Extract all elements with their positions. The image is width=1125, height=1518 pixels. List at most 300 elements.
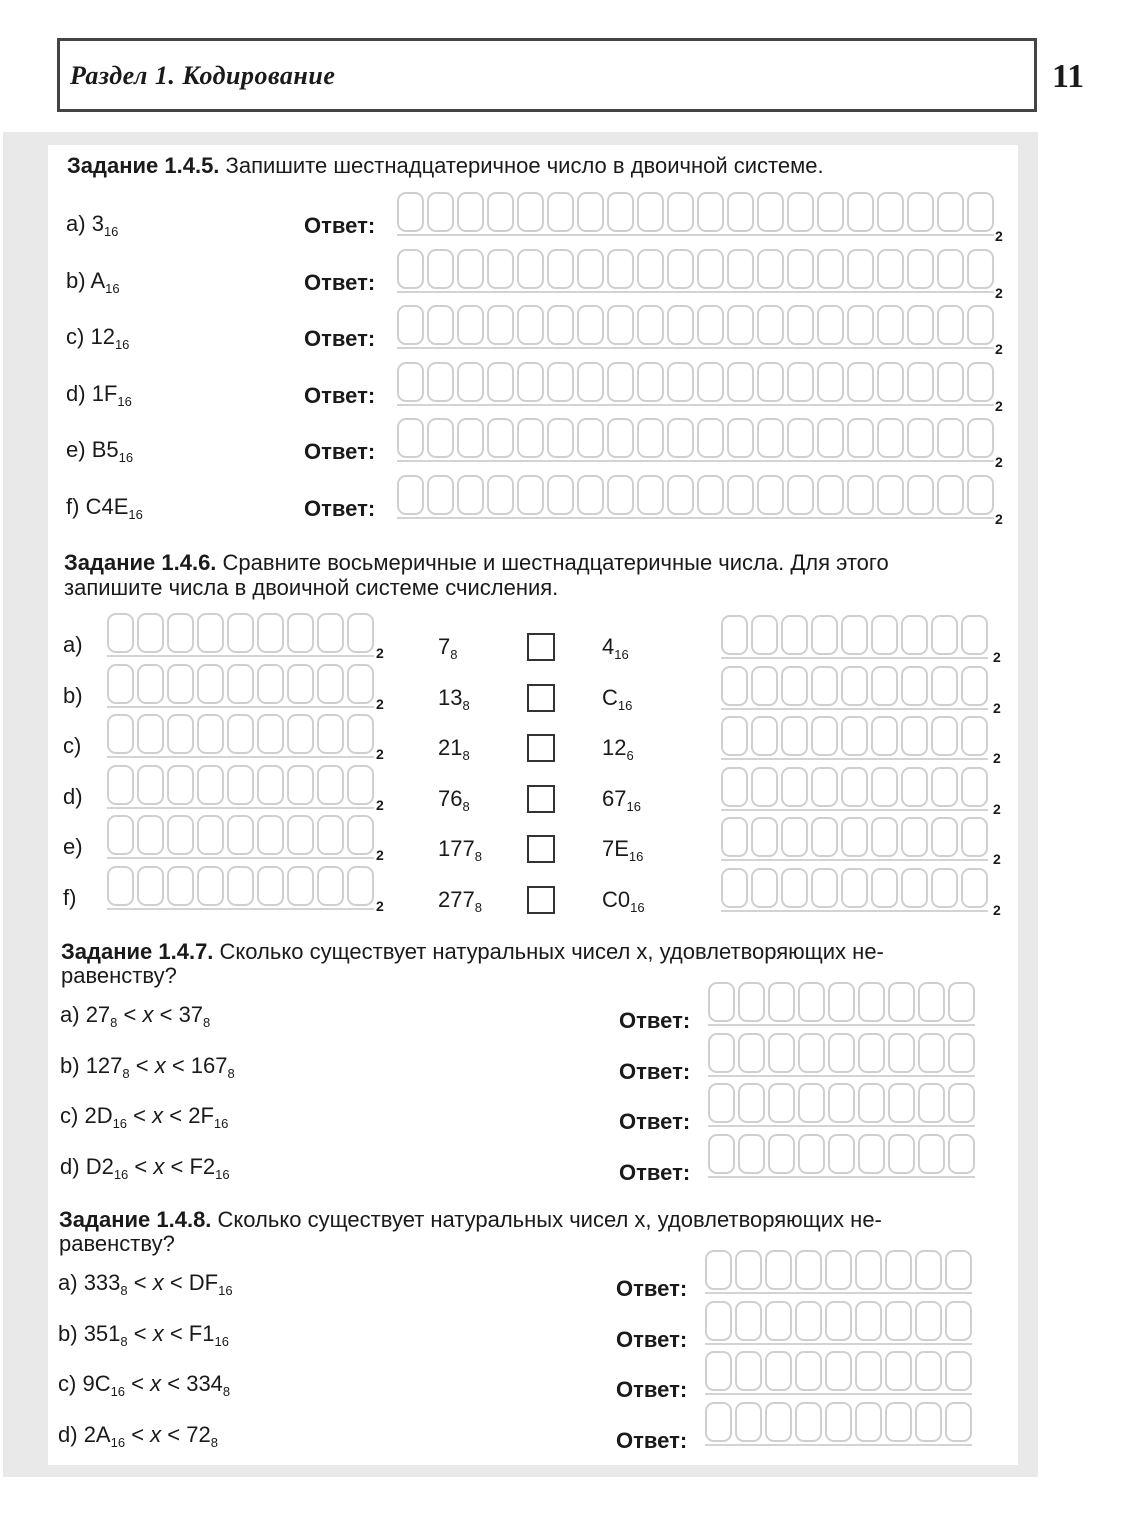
- answer-cell[interactable]: [757, 192, 784, 232]
- comparison-box[interactable]: [527, 684, 555, 712]
- answer-cell[interactable]: [828, 1083, 855, 1123]
- answer-cell[interactable]: [547, 362, 574, 402]
- answer-cell[interactable]: [888, 982, 915, 1022]
- answer-cell[interactable]: [961, 615, 988, 655]
- answer-cell[interactable]: [918, 982, 945, 1022]
- answer-cell[interactable]: [197, 613, 224, 653]
- answer-cell[interactable]: [738, 1134, 765, 1174]
- answer-cell[interactable]: [847, 362, 874, 402]
- answer-cell[interactable]: [257, 664, 284, 704]
- answer-cell[interactable]: [317, 664, 344, 704]
- answer-cell[interactable]: [738, 1033, 765, 1073]
- answer-cell[interactable]: [107, 765, 134, 805]
- answer-cell[interactable]: [907, 305, 934, 345]
- answer-cell[interactable]: [697, 362, 724, 402]
- answer-cell[interactable]: [841, 716, 868, 756]
- answer-cell[interactable]: [841, 615, 868, 655]
- answer-cell[interactable]: [787, 362, 814, 402]
- answer-cell[interactable]: [948, 982, 975, 1022]
- answer-cell[interactable]: [547, 418, 574, 458]
- answer-cell[interactable]: [197, 714, 224, 754]
- answer-cell[interactable]: [931, 868, 958, 908]
- answer-cell[interactable]: [721, 868, 748, 908]
- answer-cell[interactable]: [738, 1083, 765, 1123]
- answer-cell[interactable]: [137, 664, 164, 704]
- answer-cell[interactable]: [787, 305, 814, 345]
- answer-cell[interactable]: [751, 767, 778, 807]
- answer-cell[interactable]: [577, 192, 604, 232]
- answer-cell[interactable]: [871, 767, 898, 807]
- answer-cell[interactable]: [107, 815, 134, 855]
- answer-cell[interactable]: [607, 249, 634, 289]
- answer-cell[interactable]: [347, 613, 374, 653]
- answer-cell[interactable]: [577, 362, 604, 402]
- answer-cell[interactable]: [915, 1402, 942, 1442]
- answer-cell[interactable]: [547, 249, 574, 289]
- answer-cell[interactable]: [637, 305, 664, 345]
- answer-cell[interactable]: [948, 1134, 975, 1174]
- answer-cell[interactable]: [967, 192, 994, 232]
- answer-cell[interactable]: [517, 305, 544, 345]
- answer-cell[interactable]: [347, 714, 374, 754]
- answer-cell[interactable]: [667, 362, 694, 402]
- answer-cell[interactable]: [347, 815, 374, 855]
- comparison-box[interactable]: [527, 785, 555, 813]
- answer-cell[interactable]: [287, 664, 314, 704]
- answer-cell[interactable]: [877, 192, 904, 232]
- answer-cell[interactable]: [828, 982, 855, 1022]
- answer-cell[interactable]: [137, 765, 164, 805]
- answer-cell[interactable]: [667, 418, 694, 458]
- answer-cell[interactable]: [517, 249, 544, 289]
- answer-cell[interactable]: [727, 362, 754, 402]
- answer-cell[interactable]: [457, 305, 484, 345]
- answer-cell[interactable]: [825, 1351, 852, 1391]
- answer-cell[interactable]: [727, 192, 754, 232]
- answer-cell[interactable]: [798, 982, 825, 1022]
- answer-cell[interactable]: [847, 192, 874, 232]
- answer-cell[interactable]: [708, 982, 735, 1022]
- answer-cell[interactable]: [825, 1402, 852, 1442]
- answer-cell[interactable]: [227, 613, 254, 653]
- answer-cell[interactable]: [948, 1033, 975, 1073]
- answer-cell[interactable]: [517, 362, 544, 402]
- answer-cell[interactable]: [817, 192, 844, 232]
- answer-cell[interactable]: [781, 716, 808, 756]
- answer-cell[interactable]: [907, 192, 934, 232]
- answer-cell[interactable]: [637, 475, 664, 515]
- answer-cell[interactable]: [167, 664, 194, 704]
- answer-cell[interactable]: [937, 362, 964, 402]
- answer-cell[interactable]: [901, 767, 928, 807]
- answer-cell[interactable]: [517, 192, 544, 232]
- answer-cell[interactable]: [888, 1134, 915, 1174]
- answer-cell[interactable]: [397, 362, 424, 402]
- answer-cell[interactable]: [397, 192, 424, 232]
- answer-cell[interactable]: [287, 815, 314, 855]
- answer-cell[interactable]: [781, 817, 808, 857]
- answer-cell[interactable]: [795, 1402, 822, 1442]
- answer-cell[interactable]: [811, 716, 838, 756]
- answer-cell[interactable]: [751, 817, 778, 857]
- answer-cell[interactable]: [798, 1083, 825, 1123]
- answer-cell[interactable]: [765, 1250, 792, 1290]
- answer-cell[interactable]: [751, 868, 778, 908]
- answer-cell[interactable]: [768, 1134, 795, 1174]
- answer-cell[interactable]: [858, 1083, 885, 1123]
- answer-cell[interactable]: [577, 475, 604, 515]
- answer-cell[interactable]: [961, 868, 988, 908]
- answer-cell[interactable]: [137, 815, 164, 855]
- answer-cell[interactable]: [107, 613, 134, 653]
- answer-cell[interactable]: [757, 475, 784, 515]
- answer-cell[interactable]: [795, 1301, 822, 1341]
- answer-cell[interactable]: [137, 714, 164, 754]
- answer-cell[interactable]: [798, 1134, 825, 1174]
- answer-cell[interactable]: [888, 1083, 915, 1123]
- answer-cell[interactable]: [607, 475, 634, 515]
- answer-cell[interactable]: [547, 475, 574, 515]
- answer-cell[interactable]: [547, 305, 574, 345]
- answer-cell[interactable]: [961, 767, 988, 807]
- answer-cell[interactable]: [637, 418, 664, 458]
- answer-cell[interactable]: [855, 1250, 882, 1290]
- answer-cell[interactable]: [967, 362, 994, 402]
- answer-cell[interactable]: [317, 714, 344, 754]
- answer-cell[interactable]: [817, 305, 844, 345]
- answer-cell[interactable]: [705, 1250, 732, 1290]
- answer-cell[interactable]: [945, 1351, 972, 1391]
- answer-cell[interactable]: [787, 418, 814, 458]
- answer-cell[interactable]: [667, 475, 694, 515]
- answer-cell[interactable]: [487, 362, 514, 402]
- answer-cell[interactable]: [397, 418, 424, 458]
- answer-cell[interactable]: [871, 817, 898, 857]
- answer-cell[interactable]: [817, 249, 844, 289]
- answer-cell[interactable]: [721, 716, 748, 756]
- answer-cell[interactable]: [945, 1250, 972, 1290]
- answer-cell[interactable]: [697, 249, 724, 289]
- answer-cell[interactable]: [227, 714, 254, 754]
- answer-cell[interactable]: [705, 1351, 732, 1391]
- answer-cell[interactable]: [768, 982, 795, 1022]
- answer-cell[interactable]: [877, 249, 904, 289]
- answer-cell[interactable]: [877, 418, 904, 458]
- answer-cell[interactable]: [751, 615, 778, 655]
- comparison-box[interactable]: [527, 886, 555, 914]
- answer-cell[interactable]: [918, 1083, 945, 1123]
- answer-cell[interactable]: [871, 716, 898, 756]
- answer-cell[interactable]: [855, 1351, 882, 1391]
- answer-cell[interactable]: [167, 714, 194, 754]
- answer-cell[interactable]: [877, 305, 904, 345]
- answer-cell[interactable]: [871, 868, 898, 908]
- answer-cell[interactable]: [765, 1402, 792, 1442]
- answer-cell[interactable]: [967, 305, 994, 345]
- answer-cell[interactable]: [735, 1250, 762, 1290]
- answer-cell[interactable]: [735, 1351, 762, 1391]
- answer-cell[interactable]: [901, 868, 928, 908]
- answer-cell[interactable]: [667, 192, 694, 232]
- answer-cell[interactable]: [811, 767, 838, 807]
- answer-cell[interactable]: [885, 1402, 912, 1442]
- answer-cell[interactable]: [871, 615, 898, 655]
- answer-cell[interactable]: [961, 666, 988, 706]
- answer-cell[interactable]: [795, 1250, 822, 1290]
- answer-cell[interactable]: [781, 666, 808, 706]
- answer-cell[interactable]: [287, 613, 314, 653]
- answer-cell[interactable]: [937, 418, 964, 458]
- answer-cell[interactable]: [735, 1402, 762, 1442]
- answer-cell[interactable]: [257, 866, 284, 906]
- answer-cell[interactable]: [487, 249, 514, 289]
- answer-cell[interactable]: [167, 866, 194, 906]
- comparison-box[interactable]: [527, 835, 555, 863]
- answer-cell[interactable]: [577, 305, 604, 345]
- answer-cell[interactable]: [457, 418, 484, 458]
- answer-cell[interactable]: [931, 716, 958, 756]
- answer-cell[interactable]: [637, 249, 664, 289]
- answer-cell[interactable]: [757, 362, 784, 402]
- answer-cell[interactable]: [667, 305, 694, 345]
- answer-cell[interactable]: [817, 418, 844, 458]
- answer-cell[interactable]: [847, 418, 874, 458]
- answer-cell[interactable]: [457, 192, 484, 232]
- answer-cell[interactable]: [317, 765, 344, 805]
- answer-cell[interactable]: [757, 249, 784, 289]
- answer-cell[interactable]: [817, 362, 844, 402]
- answer-cell[interactable]: [847, 475, 874, 515]
- answer-cell[interactable]: [945, 1301, 972, 1341]
- answer-cell[interactable]: [937, 249, 964, 289]
- answer-cell[interactable]: [885, 1301, 912, 1341]
- answer-cell[interactable]: [918, 1134, 945, 1174]
- answer-cell[interactable]: [347, 664, 374, 704]
- answer-cell[interactable]: [705, 1301, 732, 1341]
- answer-cell[interactable]: [931, 767, 958, 807]
- answer-cell[interactable]: [937, 192, 964, 232]
- answer-cell[interactable]: [811, 868, 838, 908]
- answer-cell[interactable]: [828, 1033, 855, 1073]
- answer-cell[interactable]: [167, 765, 194, 805]
- answer-cell[interactable]: [825, 1250, 852, 1290]
- answer-cell[interactable]: [227, 765, 254, 805]
- answer-cell[interactable]: [107, 866, 134, 906]
- answer-cell[interactable]: [727, 305, 754, 345]
- answer-cell[interactable]: [738, 982, 765, 1022]
- answer-cell[interactable]: [727, 249, 754, 289]
- answer-cell[interactable]: [781, 868, 808, 908]
- answer-cell[interactable]: [257, 815, 284, 855]
- answer-cell[interactable]: [811, 615, 838, 655]
- answer-cell[interactable]: [457, 249, 484, 289]
- answer-cell[interactable]: [697, 192, 724, 232]
- answer-cell[interactable]: [757, 305, 784, 345]
- answer-cell[interactable]: [795, 1351, 822, 1391]
- answer-cell[interactable]: [705, 1402, 732, 1442]
- answer-cell[interactable]: [577, 418, 604, 458]
- answer-cell[interactable]: [885, 1250, 912, 1290]
- answer-cell[interactable]: [855, 1301, 882, 1341]
- answer-cell[interactable]: [907, 418, 934, 458]
- answer-cell[interactable]: [197, 765, 224, 805]
- answer-cell[interactable]: [931, 615, 958, 655]
- answer-cell[interactable]: [637, 192, 664, 232]
- answer-cell[interactable]: [841, 666, 868, 706]
- answer-cell[interactable]: [347, 765, 374, 805]
- answer-cell[interactable]: [787, 192, 814, 232]
- answer-cell[interactable]: [901, 615, 928, 655]
- answer-cell[interactable]: [637, 362, 664, 402]
- answer-cell[interactable]: [107, 714, 134, 754]
- answer-cell[interactable]: [577, 249, 604, 289]
- answer-cell[interactable]: [607, 362, 634, 402]
- answer-cell[interactable]: [697, 418, 724, 458]
- answer-cell[interactable]: [427, 362, 454, 402]
- answer-cell[interactable]: [708, 1134, 735, 1174]
- answer-cell[interactable]: [287, 765, 314, 805]
- answer-cell[interactable]: [945, 1402, 972, 1442]
- answer-cell[interactable]: [317, 866, 344, 906]
- answer-cell[interactable]: [931, 817, 958, 857]
- answer-cell[interactable]: [967, 249, 994, 289]
- answer-cell[interactable]: [197, 866, 224, 906]
- answer-cell[interactable]: [735, 1301, 762, 1341]
- answer-cell[interactable]: [918, 1033, 945, 1073]
- answer-cell[interactable]: [937, 475, 964, 515]
- answer-cell[interactable]: [227, 866, 254, 906]
- answer-cell[interactable]: [841, 868, 868, 908]
- answer-cell[interactable]: [847, 249, 874, 289]
- answer-cell[interactable]: [877, 362, 904, 402]
- answer-cell[interactable]: [798, 1033, 825, 1073]
- answer-cell[interactable]: [877, 475, 904, 515]
- answer-cell[interactable]: [257, 714, 284, 754]
- answer-cell[interactable]: [948, 1083, 975, 1123]
- answer-cell[interactable]: [727, 475, 754, 515]
- answer-cell[interactable]: [167, 613, 194, 653]
- answer-cell[interactable]: [967, 475, 994, 515]
- answer-cell[interactable]: [817, 475, 844, 515]
- comparison-box[interactable]: [527, 633, 555, 661]
- answer-cell[interactable]: [765, 1301, 792, 1341]
- answer-cell[interactable]: [961, 817, 988, 857]
- answer-cell[interactable]: [757, 418, 784, 458]
- answer-cell[interactable]: [885, 1351, 912, 1391]
- answer-cell[interactable]: [427, 475, 454, 515]
- answer-cell[interactable]: [828, 1134, 855, 1174]
- answer-cell[interactable]: [811, 817, 838, 857]
- answer-cell[interactable]: [427, 249, 454, 289]
- answer-cell[interactable]: [167, 815, 194, 855]
- answer-cell[interactable]: [397, 249, 424, 289]
- answer-cell[interactable]: [107, 664, 134, 704]
- answer-cell[interactable]: [967, 418, 994, 458]
- answer-cell[interactable]: [915, 1250, 942, 1290]
- answer-cell[interactable]: [907, 249, 934, 289]
- answer-cell[interactable]: [961, 716, 988, 756]
- answer-cell[interactable]: [721, 817, 748, 857]
- answer-cell[interactable]: [697, 475, 724, 515]
- answer-cell[interactable]: [427, 305, 454, 345]
- answer-cell[interactable]: [858, 1134, 885, 1174]
- answer-cell[interactable]: [907, 475, 934, 515]
- answer-cell[interactable]: [727, 418, 754, 458]
- answer-cell[interactable]: [697, 305, 724, 345]
- answer-cell[interactable]: [487, 192, 514, 232]
- answer-cell[interactable]: [397, 305, 424, 345]
- answer-cell[interactable]: [257, 613, 284, 653]
- answer-cell[interactable]: [427, 418, 454, 458]
- answer-cell[interactable]: [397, 475, 424, 515]
- answer-cell[interactable]: [855, 1402, 882, 1442]
- answer-cell[interactable]: [825, 1301, 852, 1341]
- answer-cell[interactable]: [787, 249, 814, 289]
- answer-cell[interactable]: [721, 767, 748, 807]
- answer-cell[interactable]: [901, 666, 928, 706]
- answer-cell[interactable]: [197, 815, 224, 855]
- answer-cell[interactable]: [257, 765, 284, 805]
- answer-cell[interactable]: [287, 714, 314, 754]
- answer-cell[interactable]: [427, 192, 454, 232]
- answer-cell[interactable]: [847, 305, 874, 345]
- answer-cell[interactable]: [858, 1033, 885, 1073]
- answer-cell[interactable]: [317, 815, 344, 855]
- answer-cell[interactable]: [607, 192, 634, 232]
- answer-cell[interactable]: [517, 418, 544, 458]
- answer-cell[interactable]: [858, 982, 885, 1022]
- answer-cell[interactable]: [888, 1033, 915, 1073]
- answer-cell[interactable]: [607, 418, 634, 458]
- answer-cell[interactable]: [227, 815, 254, 855]
- answer-cell[interactable]: [347, 866, 374, 906]
- answer-cell[interactable]: [137, 866, 164, 906]
- answer-cell[interactable]: [487, 418, 514, 458]
- answer-cell[interactable]: [781, 767, 808, 807]
- answer-cell[interactable]: [721, 666, 748, 706]
- answer-cell[interactable]: [607, 305, 634, 345]
- answer-cell[interactable]: [931, 666, 958, 706]
- answer-cell[interactable]: [841, 817, 868, 857]
- answer-cell[interactable]: [787, 475, 814, 515]
- answer-cell[interactable]: [765, 1351, 792, 1391]
- answer-cell[interactable]: [768, 1083, 795, 1123]
- answer-cell[interactable]: [457, 362, 484, 402]
- answer-cell[interactable]: [768, 1033, 795, 1073]
- answer-cell[interactable]: [907, 362, 934, 402]
- answer-cell[interactable]: [287, 866, 314, 906]
- answer-cell[interactable]: [708, 1083, 735, 1123]
- answer-cell[interactable]: [708, 1033, 735, 1073]
- answer-cell[interactable]: [781, 615, 808, 655]
- answer-cell[interactable]: [751, 716, 778, 756]
- answer-cell[interactable]: [457, 475, 484, 515]
- answer-cell[interactable]: [487, 305, 514, 345]
- answer-cell[interactable]: [915, 1351, 942, 1391]
- answer-cell[interactable]: [547, 192, 574, 232]
- answer-cell[interactable]: [937, 305, 964, 345]
- answer-cell[interactable]: [137, 613, 164, 653]
- answer-cell[interactable]: [901, 716, 928, 756]
- answer-cell[interactable]: [197, 664, 224, 704]
- answer-cell[interactable]: [667, 249, 694, 289]
- answer-cell[interactable]: [317, 613, 344, 653]
- answer-cell[interactable]: [751, 666, 778, 706]
- answer-cell[interactable]: [721, 615, 748, 655]
- comparison-box[interactable]: [527, 734, 555, 762]
- answer-cell[interactable]: [915, 1301, 942, 1341]
- answer-cell[interactable]: [811, 666, 838, 706]
